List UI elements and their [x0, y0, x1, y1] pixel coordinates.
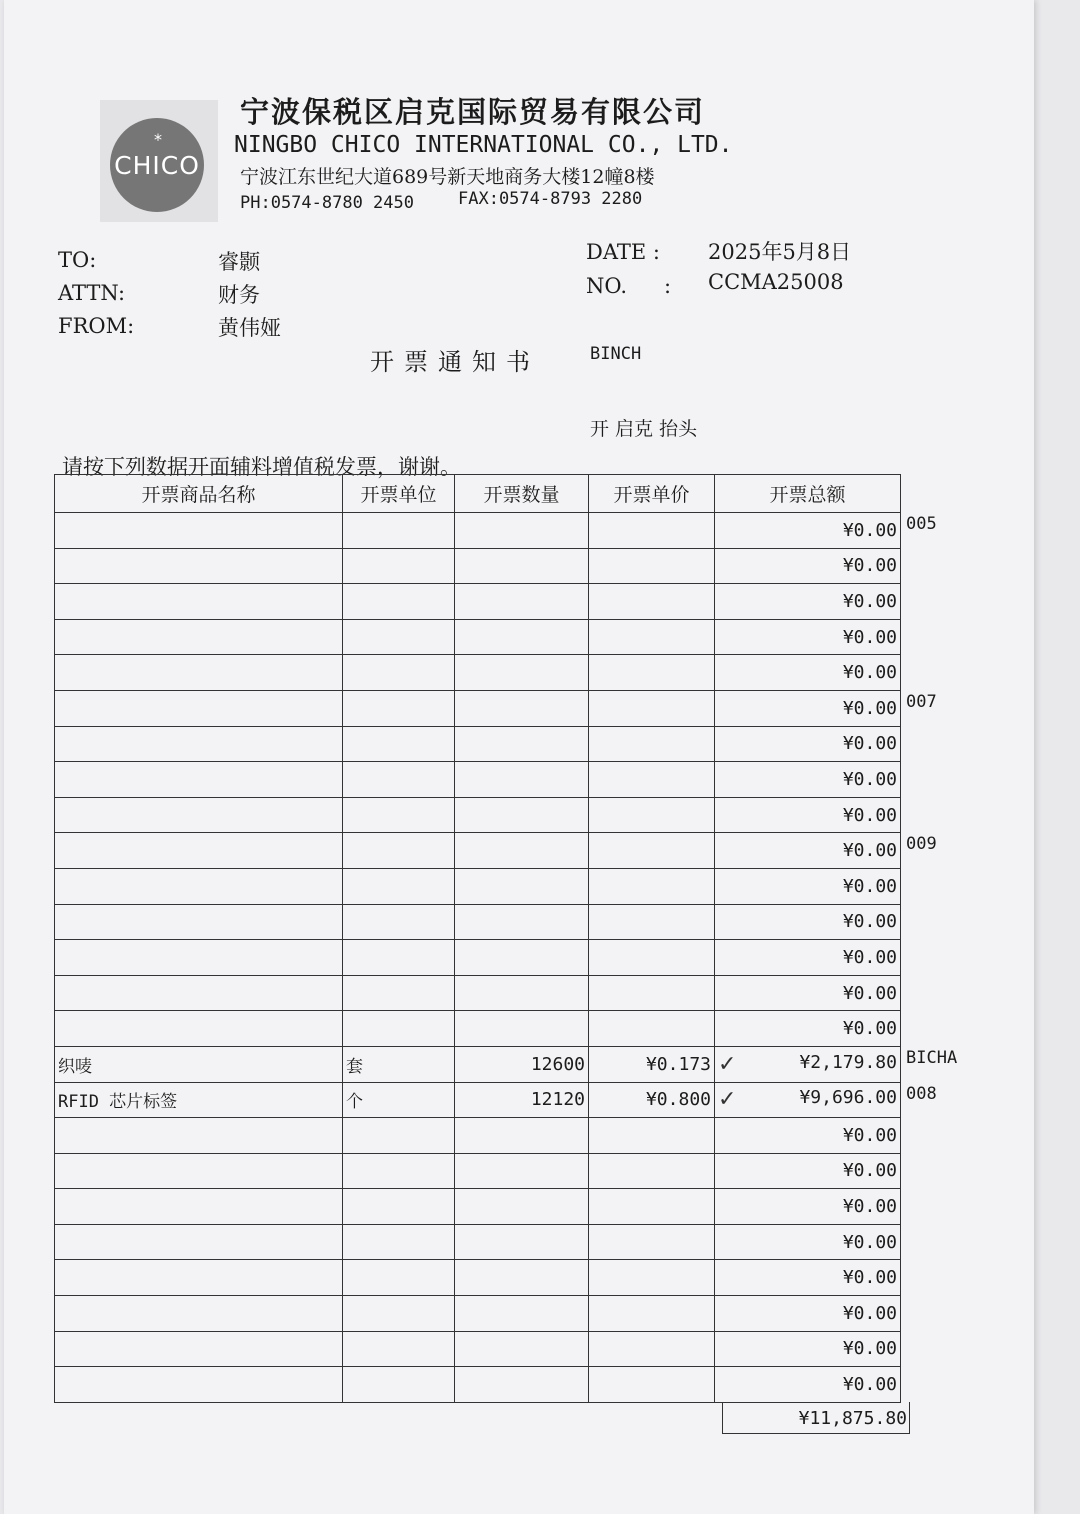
- cell-total-text: ¥0.00: [842, 733, 897, 755]
- cell-item-name: [55, 975, 343, 1011]
- cell-quantity: [455, 762, 589, 798]
- cell-unit-price: [589, 1189, 715, 1225]
- header-item-name: 开票商品名称: [55, 475, 343, 513]
- logo-text: CHICO: [114, 150, 200, 180]
- cell-item-name: [55, 940, 343, 976]
- attn-value: 财务: [218, 283, 260, 307]
- date-value: 2025年5月8日: [708, 240, 852, 264]
- cell-item-name: [55, 655, 343, 691]
- cell-total: [715, 548, 901, 584]
- cell-quantity: [455, 1224, 589, 1260]
- cell-total-text: ¥0.00: [842, 590, 897, 612]
- cell-quantity: [455, 1046, 589, 1082]
- cell-total: [715, 513, 901, 549]
- cell-total: [715, 619, 901, 655]
- table-row: [55, 1367, 901, 1403]
- cell-total: [715, 655, 901, 691]
- company-name-en: NINGBO CHICO INTERNATIONAL CO., LTD.: [234, 132, 733, 158]
- from-value: 黄伟娅: [218, 316, 281, 340]
- cell-total-text: ¥0.00: [842, 697, 897, 719]
- cell-item-name: [55, 904, 343, 940]
- cell-total-text: ¥0.00: [842, 875, 897, 897]
- cell-quantity: [455, 548, 589, 584]
- cell-total-text: ¥0.00: [842, 982, 897, 1004]
- table-row: [55, 868, 901, 904]
- cell-unit: [343, 726, 455, 762]
- cell-item-name-text: RFID 芯片标签: [58, 1092, 178, 1113]
- side-note: 008: [906, 1083, 937, 1104]
- cell-quantity: [455, 868, 589, 904]
- no-colon: :: [664, 274, 672, 298]
- star-icon: *: [154, 130, 163, 149]
- cell-unit: [343, 1153, 455, 1189]
- cell-quantity: [455, 1118, 589, 1154]
- cell-item-name: [55, 1189, 343, 1225]
- cell-total: [715, 904, 901, 940]
- cell-unit-price: [589, 1331, 715, 1367]
- cell-unit: [343, 1046, 455, 1082]
- cell-total: [715, 690, 901, 726]
- header-unit: 开票单位: [343, 475, 455, 513]
- cell-unit-price: [589, 726, 715, 762]
- cell-total: [715, 1331, 901, 1367]
- cell-total-text: ¥0.00: [842, 1196, 897, 1218]
- cell-unit: [343, 797, 455, 833]
- company-name-cn: 宁波保税区启克国际贸易有限公司: [240, 95, 706, 129]
- cell-item-name: [55, 726, 343, 762]
- cell-total-text: ¥0.00: [842, 662, 897, 684]
- table-row: [55, 513, 901, 549]
- cell-total-text: ¥0.00: [842, 519, 897, 541]
- cell-quantity: [455, 1011, 589, 1047]
- table-row: [55, 1260, 901, 1296]
- table-row: [55, 1296, 901, 1332]
- cell-unit-price: [589, 797, 715, 833]
- cell-total: [715, 940, 901, 976]
- cell-quantity: [455, 1367, 589, 1403]
- cell-item-name: [55, 1082, 343, 1118]
- side-note: 007: [906, 692, 937, 712]
- cell-unit-price: [589, 975, 715, 1011]
- grand-total: ¥11,875.80: [722, 1402, 910, 1434]
- cell-quantity: [455, 1260, 589, 1296]
- cell-total: [715, 726, 901, 762]
- cell-quantity: [455, 833, 589, 869]
- cell-total-text: ¥0.00: [842, 1374, 897, 1396]
- cell-unit-price: [589, 762, 715, 798]
- cell-item-name: [55, 797, 343, 833]
- cell-unit-text: 个: [346, 1092, 363, 1113]
- from-label: FROM:: [58, 314, 135, 338]
- cell-total: [715, 1260, 901, 1296]
- cell-total-text: ¥0.00: [842, 840, 897, 862]
- cell-item-name: [55, 690, 343, 726]
- cell-total: [715, 833, 901, 869]
- cell-total: [715, 1082, 901, 1118]
- table-row: [55, 1153, 901, 1189]
- cell-quantity: [455, 1153, 589, 1189]
- table-row: [55, 726, 901, 762]
- cell-unit-price: [589, 619, 715, 655]
- table-row: [55, 797, 901, 833]
- table-row: [55, 1011, 901, 1047]
- cell-unit-price: [589, 1082, 715, 1118]
- cell-total: [715, 797, 901, 833]
- table-row: [55, 762, 901, 798]
- cell-quantity: [455, 619, 589, 655]
- cell-item-name: [55, 1260, 343, 1296]
- table-row: [55, 1224, 901, 1260]
- table-row: [55, 584, 901, 620]
- cell-unit: [343, 868, 455, 904]
- cell-unit: [343, 548, 455, 584]
- cell-unit-price: [589, 513, 715, 549]
- cell-quantity: [455, 975, 589, 1011]
- intro-text: 请按下列数据开面辅料增值税发票，谢谢。: [62, 455, 461, 479]
- cell-total-text: ¥0.00: [842, 1124, 897, 1146]
- cell-total: [715, 1011, 901, 1047]
- cell-quantity: [455, 1296, 589, 1332]
- cell-item-name: [55, 1331, 343, 1367]
- cell-unit-price: [589, 690, 715, 726]
- cell-quantity: [455, 1082, 589, 1118]
- cell-unit: [343, 762, 455, 798]
- cell-unit-price: [589, 1118, 715, 1154]
- cell-quantity: [455, 513, 589, 549]
- cell-total-text: ¥0.00: [842, 1018, 897, 1040]
- table-row: [55, 1046, 901, 1082]
- cell-item-name: [55, 1296, 343, 1332]
- cell-total-text: ¥0.00: [842, 804, 897, 826]
- cell-item-name: [55, 1153, 343, 1189]
- cell-unit: [343, 655, 455, 691]
- cell-item-name: [55, 1118, 343, 1154]
- side-note: 009: [906, 834, 937, 855]
- cell-quantity: [455, 690, 589, 726]
- cell-total: [715, 1296, 901, 1332]
- cell-unit-price: [589, 868, 715, 904]
- cell-quantity: [455, 726, 589, 762]
- table-header-row: [55, 475, 901, 513]
- company-fax: FAX:0574-8793 2280: [458, 189, 643, 209]
- table-row: [55, 1082, 901, 1118]
- attn-label: ATTN:: [58, 281, 126, 305]
- cell-unit-price: [589, 1260, 715, 1296]
- cell-unit: [343, 619, 455, 655]
- cell-quantity: [455, 1189, 589, 1225]
- document-title: 开票通知书: [370, 348, 540, 376]
- cell-unit-price: [589, 940, 715, 976]
- cell-unit: [343, 833, 455, 869]
- cell-unit: [343, 1331, 455, 1367]
- cell-unit-price: [589, 1153, 715, 1189]
- company-address: 宁波江东世纪大道689号新天地商务大楼12幢8楼: [240, 166, 655, 188]
- table-row: [55, 619, 901, 655]
- cell-total-text: ¥0.00: [842, 768, 897, 790]
- cell-unit: [343, 1189, 455, 1225]
- cell-unit-price-text: ¥0.800: [645, 1089, 711, 1111]
- cell-total: [715, 868, 901, 904]
- cell-total: [715, 1046, 901, 1082]
- table-row: [55, 690, 901, 726]
- cell-unit: [343, 904, 455, 940]
- cell-unit: [343, 513, 455, 549]
- cell-total: [715, 1367, 901, 1403]
- cell-unit-price: [589, 833, 715, 869]
- handwritten-note-header: 开 启克 抬头: [590, 418, 698, 440]
- cell-unit: [343, 975, 455, 1011]
- cell-quantity: [455, 940, 589, 976]
- cell-unit-price: [589, 904, 715, 940]
- cell-unit-price: [589, 1046, 715, 1082]
- cell-unit: [343, 1260, 455, 1296]
- cell-total-text: ¥0.00: [842, 1231, 897, 1253]
- cell-item-name: [55, 868, 343, 904]
- cell-quantity: [455, 797, 589, 833]
- cell-total-text: ¥0.00: [842, 1160, 897, 1182]
- cell-item-name: [55, 833, 343, 869]
- cell-unit: [343, 1367, 455, 1403]
- cell-unit-text: 套: [346, 1056, 363, 1077]
- cell-unit: [343, 1296, 455, 1332]
- side-note: BICHA: [906, 1048, 958, 1068]
- checkmark-icon: ✓: [718, 1087, 737, 1113]
- cell-item-name: [55, 513, 343, 549]
- no-label: NO.: [586, 274, 628, 298]
- cell-unit-price-text: ¥0.173: [645, 1053, 711, 1075]
- table-row: [55, 548, 901, 584]
- cell-unit-price: [589, 1224, 715, 1260]
- date-label: DATE :: [586, 240, 660, 264]
- cell-unit-price: [589, 584, 715, 620]
- cell-item-name: [55, 1046, 343, 1082]
- cell-item-name: [55, 584, 343, 620]
- cell-total: [715, 1189, 901, 1225]
- cell-quantity-text: 12600: [530, 1053, 585, 1075]
- cell-total-text: ¥0.00: [842, 555, 897, 577]
- cell-quantity-text: 12120: [530, 1089, 585, 1111]
- cell-unit: [343, 1082, 455, 1118]
- cell-unit-price: [589, 548, 715, 584]
- cell-unit: [343, 584, 455, 620]
- cell-item-name: [55, 1367, 343, 1403]
- logo-circle: [110, 118, 204, 212]
- cell-total: [715, 1224, 901, 1260]
- header-quantity: 开票数量: [455, 475, 589, 513]
- cell-total-text: ¥0.00: [842, 1267, 897, 1289]
- side-note: 005: [906, 514, 937, 534]
- cell-item-name: [55, 1011, 343, 1047]
- cell-total-text: ¥0.00: [842, 626, 897, 648]
- cell-unit-price: [589, 655, 715, 691]
- cell-quantity: [455, 1331, 589, 1367]
- cell-item-name: [55, 548, 343, 584]
- cell-item-name: [55, 1224, 343, 1260]
- cell-unit: [343, 1224, 455, 1260]
- cell-unit-price: [589, 1367, 715, 1403]
- header-unit-price: 开票单价: [589, 475, 715, 513]
- cell-unit: [343, 940, 455, 976]
- invoice-table: [54, 474, 901, 1403]
- cell-item-name-text: 织唛: [58, 1056, 92, 1077]
- company-logo: [100, 100, 218, 222]
- table-row: [55, 1189, 901, 1225]
- table-row: [55, 1118, 901, 1154]
- cell-total: [715, 975, 901, 1011]
- cell-quantity: [455, 904, 589, 940]
- table-row: [55, 655, 901, 691]
- cell-total-text: ¥9,696.00: [799, 1087, 897, 1109]
- invoice-notice-page: [4, 0, 1034, 1514]
- table-row: [55, 833, 901, 869]
- no-value: CCMA25008: [708, 270, 844, 294]
- table-row: [55, 975, 901, 1011]
- header-total: 开票总额: [715, 475, 901, 513]
- cell-unit: [343, 1118, 455, 1154]
- cell-item-name: [55, 619, 343, 655]
- cell-total: [715, 762, 901, 798]
- cell-total-text: ¥0.00: [842, 1338, 897, 1360]
- handwritten-note-binch: BINCH: [590, 344, 642, 364]
- cell-unit: [343, 1011, 455, 1047]
- cell-total-text: ¥0.00: [842, 1302, 897, 1324]
- cell-quantity: [455, 584, 589, 620]
- table-row: [55, 940, 901, 976]
- cell-unit-price: [589, 1011, 715, 1047]
- company-phone: PH:0574-8780 2450: [240, 193, 414, 213]
- to-value: 睿颢: [218, 250, 260, 274]
- to-label: TO:: [58, 248, 97, 272]
- cell-unit-price: [589, 1296, 715, 1332]
- table-row: [55, 904, 901, 940]
- cell-unit: [343, 690, 455, 726]
- cell-total: [715, 584, 901, 620]
- cell-quantity: [455, 655, 589, 691]
- cell-item-name: [55, 762, 343, 798]
- cell-total-text: ¥0.00: [842, 911, 897, 933]
- checkmark-icon: ✓: [718, 1051, 737, 1077]
- cell-total-text: ¥2,179.80: [799, 1051, 897, 1073]
- cell-total: [715, 1153, 901, 1189]
- cell-total: [715, 1118, 901, 1154]
- cell-total-text: ¥0.00: [842, 946, 897, 968]
- table-row: [55, 1331, 901, 1367]
